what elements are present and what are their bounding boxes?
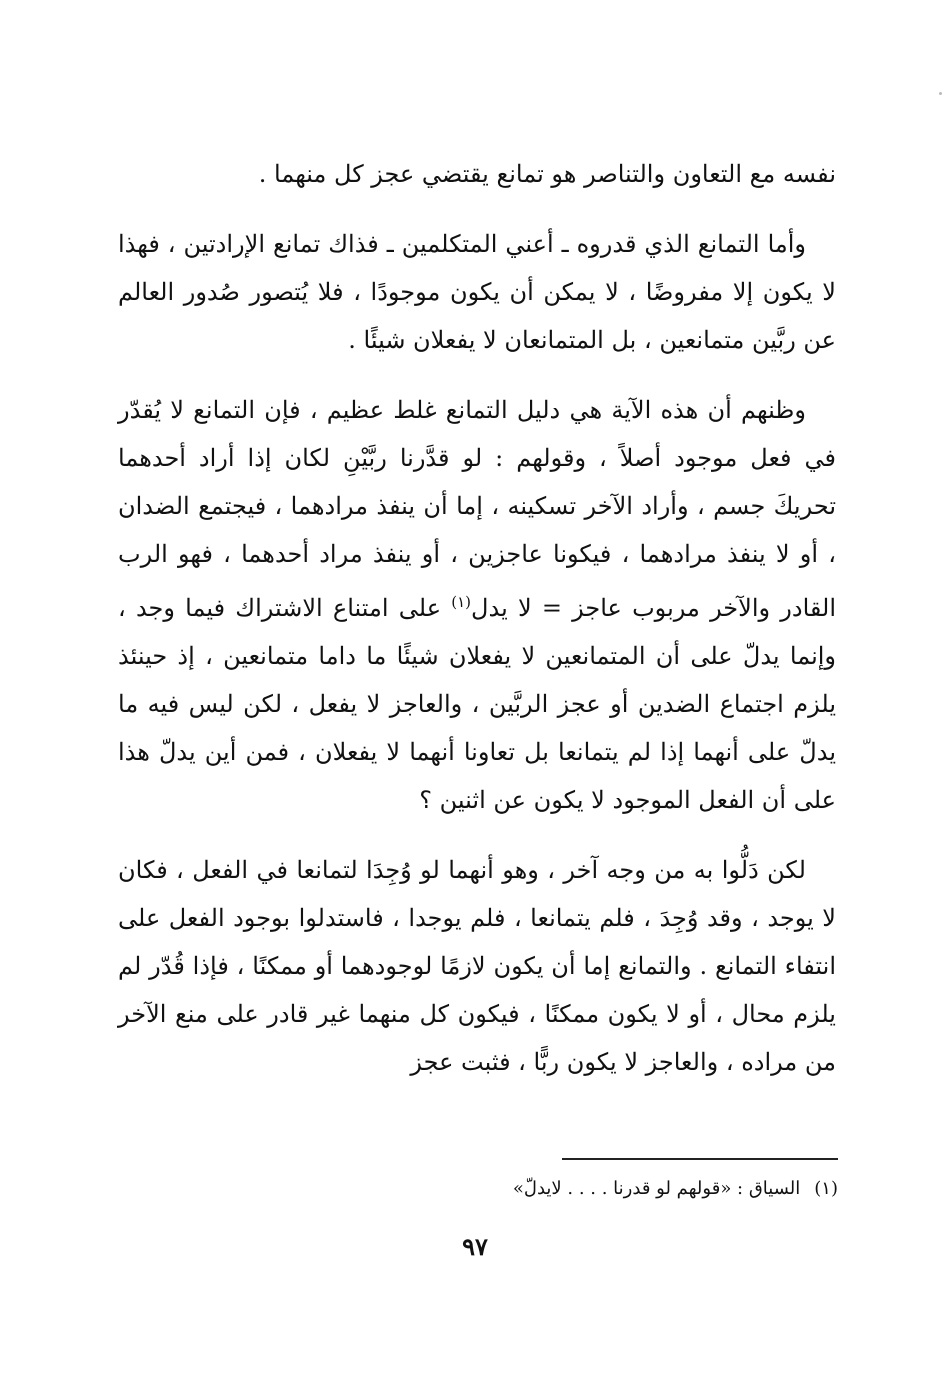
paragraph-3 [118,386,836,824]
footnote-marker: (١) [814,1178,838,1199]
footnote [513,1176,838,1202]
footnote-text: السياق : «قولهم لو قدرنا . . . . لايدلّ» [512,1178,801,1199]
footnote-reference: (١) [451,593,472,611]
paragraph-3-part-1: وظنهم أن هذه الآية هي دليل التمانع غلط عظيم ، فإن التمانع لا يُقدّر في فعل موجود أصلاً ، وقولهم : لو قدَّرنا ربَّيْنِ لكان إذا أراد أحدهما تحريكَ جسم ، وأراد الآخر تسكينه ، إما أن ينفذ مرادهما ، فيجتمع الضدان ، أو لا ينفذ مرادهما ، فيكونا عاجزين ، أو ينفذ مراد أحدهما ، فهو الرب القادر والآخر مربوب عاجز = لا يدل [118,396,837,622]
scan-speck [939,92,942,95]
paragraph-4: لكن دَلُّوا به من وجه آخر ، وهو أنهما لو وُجِدَا لتمانعا في الفعل ، فكان لا يوجد ، وقد وُجِدَ ، فلم يتمانعا ، فلم يوجدا ، فاستدلوا بوجود الفعل على انتفاء التمانع . والتمانع إما أن يكون لازمًا لوجودهما أو ممكنًا ، فإذا قُدّر لم يلزم محال ، أو لا يكون ممكنًا ، فيكون كل منهما غير قادر على منع الآخر من مراده ، والعاجز لا يكون ربًّا ، فثبت عجز [118,856,836,1076]
footnote-divider [562,1158,838,1160]
paragraph-1: نفسه مع التعاون والتناصر هو تمانع يقتضي عجز كل منهما . [258,160,836,188]
paragraph-2: وأما التمانع الذي قدروه ـ أعني المتكلمين ـ فذاك تمانع الإرادتين ، فهذا لا يكون إلا مفروضًا ، لا يمكن أن يكون موجودًا ، فلا يُتصور صُدور العالم عن ربَّين متمانعين ، بل المتمانعان لا يفعلان شيئًا . [118,230,836,354]
paragraph-3-part-2: على امتناع الاشتراك فيما وجد ، وإنما يدلّ على أن المتمانعين لا يفعلان شيئًا ما داما متمانعين ، إذ حينئذ يلزم اجتماع الضدين أو عجز الربَّين ، والعاجز لا يفعل ، لكن ليس فيه ما يدلّ على أنهما إذا لم يتمانعا بل تعاونا أنهما لا يفعلان ، فمن أين يدلّ هذا على أن الفعل الموجود لا يكون عن اثنين ؟ [118,594,836,814]
page-number: ٩٧ [462,1232,488,1261]
main-text-block [118,150,836,1108]
